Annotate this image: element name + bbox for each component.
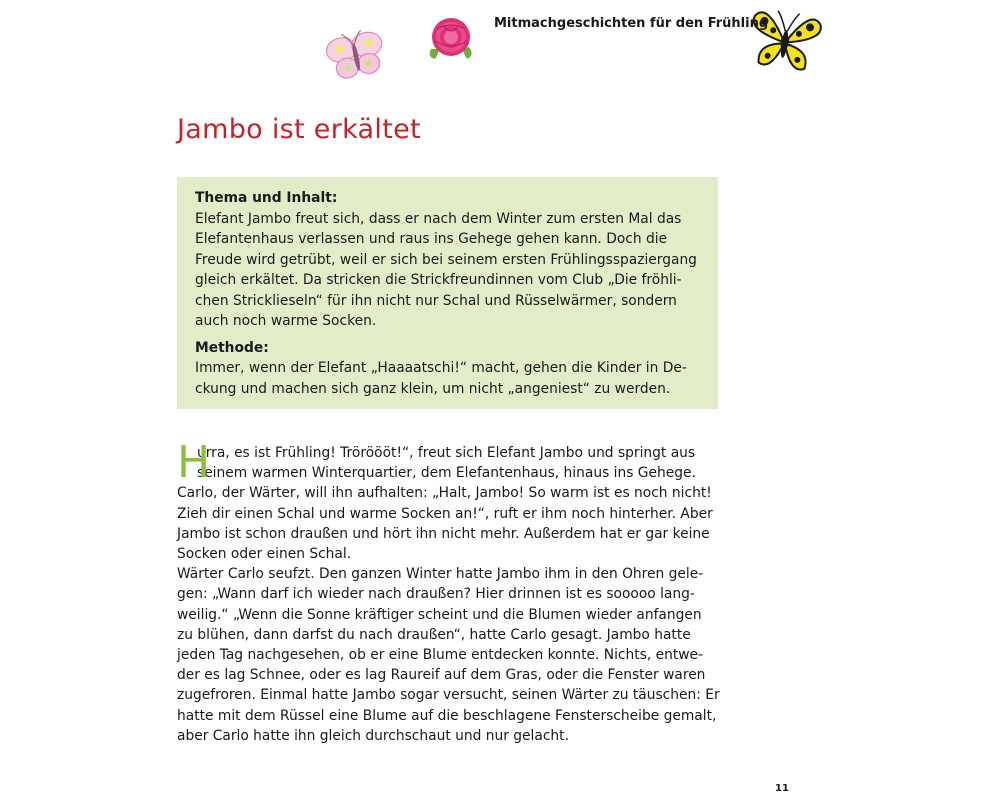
story-line: aber Carlo hatte ihn gleich durchschaut und nur gelacht. — [177, 727, 569, 744]
story-title: Jambo ist erkältet — [177, 114, 421, 145]
theme-line: Elefant Jambo freut sich, dass er nach dem Winter zum ersten Mal das — [195, 210, 682, 227]
theme-line: Elefantenhaus verlassen und raus ins Gehege gehen kann. Doch die — [195, 231, 668, 247]
page-number: 11 — [775, 783, 789, 794]
theme-line: auch noch warme Socken. — [195, 313, 377, 329]
story-line: Zieh dir einen Schal und warme Socken an!“, ruft er ihm noch hinterher. Aber — [177, 505, 713, 522]
drop-cap: H — [177, 437, 211, 488]
theme-line: Freude wird getrübt, weil er sich bei seinem ersten Frühlingsspaziergang — [195, 251, 697, 268]
story-line: zu blühen, dann darfst du nach draußen“, hatte Carlo gesagt. Jambo hatte — [177, 626, 691, 643]
story-line: weilig.“ „Wenn die Sonne kräftiger scheint und die Blumen wieder anfangen — [177, 606, 702, 623]
story-line: der es lag Schnee, oder es lag Raureif auf dem Gras, oder die Fenster waren — [177, 667, 706, 684]
method-line: Immer, wenn der Elefant „Haaaatschi!“ macht, gehen die Kinder in De- — [195, 360, 687, 376]
story-line: jeden Tag nachgesehen, ob er eine Blume entdecken konnte. Nichts, entwe- — [177, 647, 703, 664]
story-line: seinem warmen Winterquartier, dem Elefantenhaus, hinaus ins Gehege. — [197, 465, 696, 482]
theme-line: gleich erkältet. Da stricken die Strickfreundinnen vom Club „Die fröhli- — [195, 272, 682, 288]
flower-icon — [425, 15, 477, 61]
method-line: ckung und machen sich ganz klein, um nicht „angeniest“ zu werden. — [195, 380, 671, 397]
theme-box — [177, 177, 718, 409]
butterfly-pink-icon — [326, 30, 386, 82]
story-line: gen: „Wann darf ich wieder nach draußen? Hier drinnen ist es sooooo lang- — [177, 586, 695, 603]
method-heading: Methode: — [195, 339, 269, 356]
story-line: Jambo ist schon draußen und hört ihn nicht mehr. Außerdem hat er gar keine — [177, 525, 710, 542]
story-line: zugefroren. Einmal hatte Jambo sogar versucht, seinen Wärter zu täuschen: Er — [177, 687, 720, 704]
theme-line: chen Stricklieseln“ für ihn nicht nur Schal und Rüsselwärmer, sondern — [195, 292, 677, 309]
butterfly-yellow-icon — [748, 4, 822, 76]
story-line: hatte mit dem Rüssel eine Blume auf die beschlagene Fensterscheibe gemalt, — [177, 707, 717, 724]
running-header: Mitmachgeschichten für den Frühling — [494, 16, 769, 31]
theme-heading: Thema und Inhalt: — [195, 190, 338, 206]
story-line: urra, es ist Frühling! Tröröööt!“, freut sich Elefant Jambo und springt aus — [197, 445, 696, 461]
story-line: Wärter Carlo seufzt. Den ganzen Winter hatte Jambo ihm in den Ohren gele- — [177, 566, 704, 583]
story-line: Socken oder einen Schal. — [177, 546, 352, 563]
story-line: Carlo, der Wärter, will ihn aufhalten: „Halt, Jambo! So warm ist es noch nicht! — [177, 485, 712, 502]
story-text — [177, 437, 737, 746]
